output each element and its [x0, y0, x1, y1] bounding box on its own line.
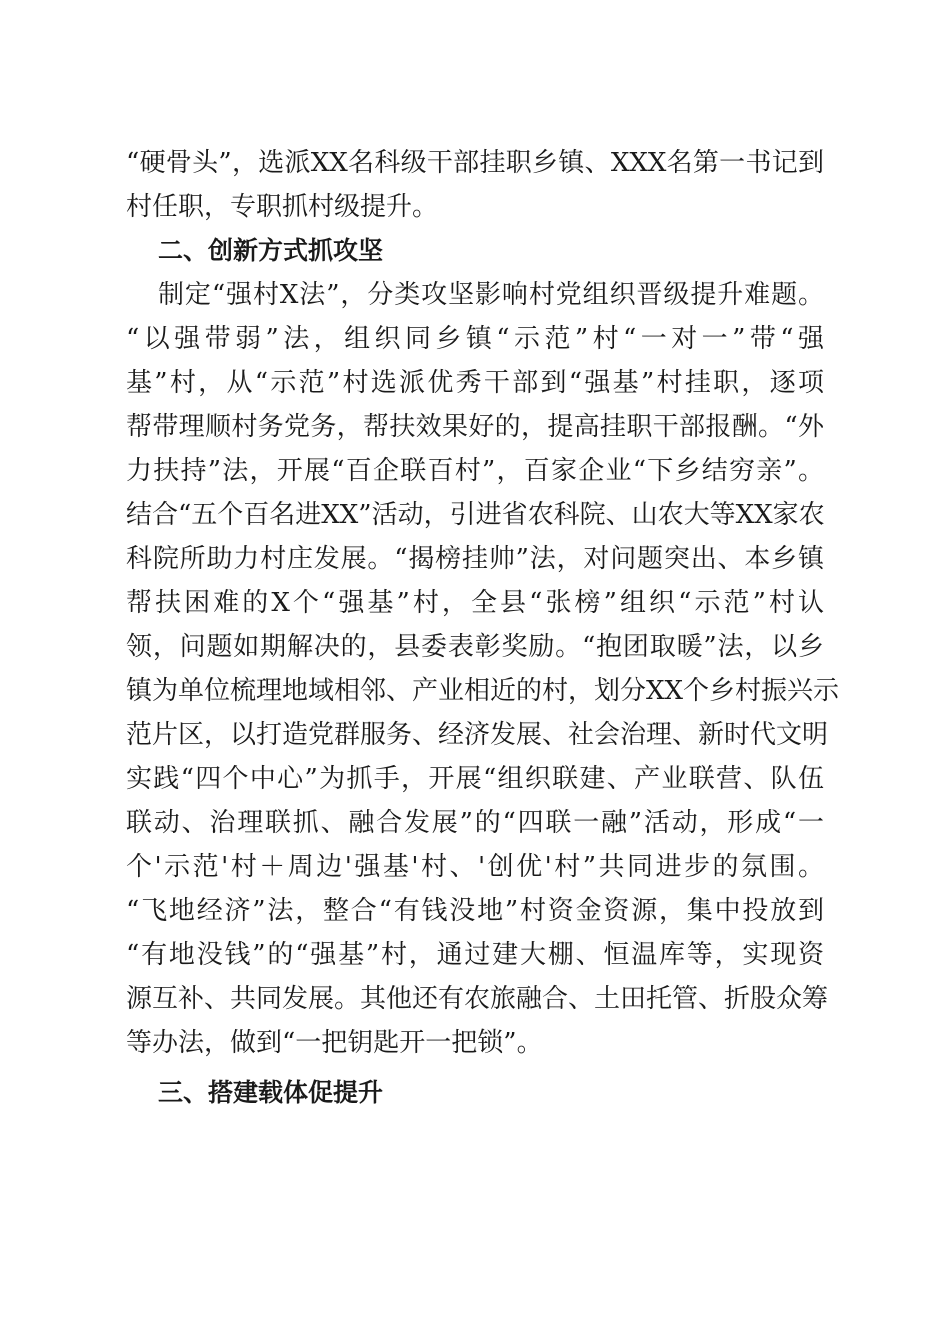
paragraph-line: 个'示范'村＋周边'强基'村、'创优'村”共同进步的氛围。: [126, 852, 824, 882]
paragraph-line: “有地没钱”的“强基”村，通过建大棚、恒温库等，实现资: [126, 940, 824, 970]
paragraph-line: 实践“四个中心”为抓手，开展“组织联建、产业联营、队伍: [126, 764, 824, 794]
paragraph-line: 科院所助力村庄发展。“揭榜挂帅”法，对问题突出、本乡镇: [126, 544, 824, 574]
paragraph-line: 源互补、共同发展。其他还有农旅融合、土田托管、折股众筹: [126, 984, 829, 1014]
paragraph-line: 范片区，以打造党群服务、经济发展、社会治理、新时代文明: [126, 720, 829, 750]
paragraph-line: 基”村，从“示范”村选派优秀干部到“强基”村挂职，逐项: [126, 368, 824, 398]
section-heading-2: 二、创新方式抓攻坚: [158, 236, 384, 265]
section-heading-3: 三、搭建载体促提升: [158, 1078, 384, 1107]
paragraph-line: “硬骨头”，选派XX名科级干部挂职乡镇、XXX名第一书记到: [126, 148, 824, 178]
paragraph-line: 帮扶困难的X个“强基”村，全县“张榜”组织“示范”村认: [126, 588, 824, 618]
paragraph-line: 力扶持”法，开展“百企联百村”，百家企业“下乡结穷亲”。: [126, 456, 824, 486]
paragraph-line: 结合“五个百名进XX”活动，引进省农科院、山农大等XX家农: [126, 500, 825, 530]
paragraph-line: 村任职，专职抓村级提升。: [126, 192, 439, 222]
paragraph-line: “以强带弱”法，组织同乡镇“示范”村“一对一”带“强: [126, 324, 824, 354]
paragraph-line: 镇为单位梳理地域相邻、产业相近的村，划分XX个乡村振兴示: [126, 676, 840, 706]
paragraph-line: 领，问题如期解决的，县委表彰奖励。“抱团取暖”法，以乡: [126, 632, 824, 662]
paragraph-line: 等办法，做到“一把钥匙开一把锁”。: [126, 1028, 543, 1058]
document-body: [126, 141, 840, 1115]
paragraph-line: 联动、治理联抓、融合发展”的“四联一融”活动，形成“一: [126, 808, 824, 838]
paragraph-line: 帮带理顺村务党务，帮扶效果好的，提高挂职干部报酬。“外: [126, 412, 824, 442]
paragraph-line: “飞地经济”法，整合“有钱没地”村资金资源，集中投放到: [126, 896, 824, 926]
paragraph-line: 制定“强村X法”，分类攻坚影响村党组织晋级提升难题。: [158, 280, 824, 310]
